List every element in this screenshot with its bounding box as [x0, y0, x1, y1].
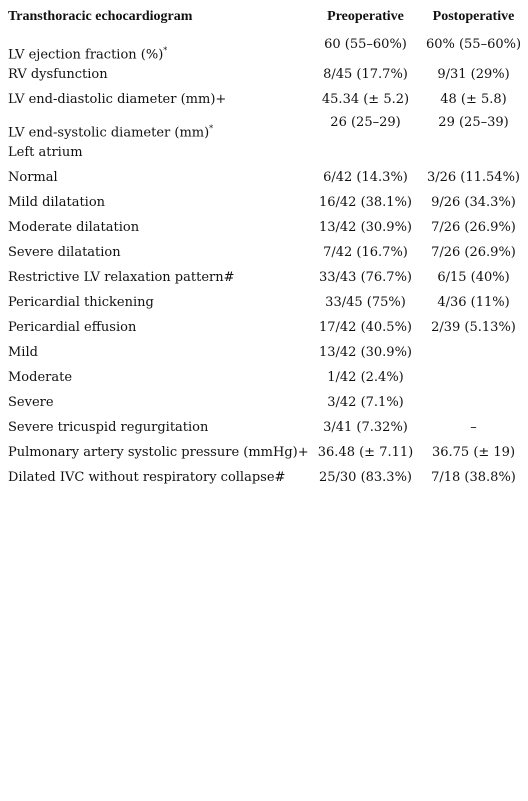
postoperative-value: 9/26 (34.3%): [431, 195, 516, 210]
row-label-text: Restrictive LV relaxation pattern#: [8, 270, 235, 285]
table-body: [0, 34, 528, 490]
preoperative-value: [312, 140, 419, 165]
preoperative-value: 6/42 (14.3%): [323, 170, 408, 185]
table-row: [0, 390, 528, 415]
row-label-text: Dilated IVC without respiratory collapse#: [8, 470, 286, 485]
footnote-marker: *: [209, 123, 214, 133]
row-label: [0, 165, 312, 190]
postoperative-value: 29 (25–39): [438, 115, 509, 130]
row-label-text: Pulmonary artery systolic pressure (mmHg)+: [8, 445, 309, 460]
table-row: [0, 265, 528, 290]
postoperative-value: [419, 340, 528, 365]
row-label: [0, 390, 312, 415]
preoperative-value: 16/42 (38.1%): [318, 195, 413, 210]
postoperative-value: 60% (55–60%): [425, 37, 522, 52]
postoperative-value: [419, 140, 528, 165]
preoperative-value: 26 (25–29): [330, 115, 401, 130]
table-row: [0, 415, 528, 440]
postoperative-value: 2/39 (5.13%): [431, 320, 516, 335]
row-label-text: Normal: [8, 170, 58, 185]
row-label: [0, 140, 312, 165]
row-label: [0, 87, 312, 112]
table-row: [0, 215, 528, 240]
table-row: [0, 34, 528, 62]
postoperative-value: –: [470, 420, 477, 435]
header-parameter: Transthoracic echocardiogram: [8, 9, 193, 24]
table-row: [0, 165, 528, 190]
row-label: [0, 215, 312, 240]
header-postoperative: Postoperative: [432, 9, 515, 24]
postoperative-value: 36.75 (± 19): [431, 445, 516, 460]
preoperative-value: 13/42 (30.9%): [318, 220, 413, 235]
preoperative-value: 3/41 (7.32%): [323, 420, 408, 435]
preoperative-value: 7/42 (16.7%): [323, 245, 408, 260]
row-label: [0, 62, 312, 87]
row-label: [0, 112, 312, 140]
footnote-marker: *: [163, 45, 168, 55]
preoperative-value: 3/42 (7.1%): [327, 395, 404, 410]
table-row: [0, 465, 528, 490]
preoperative-value: 17/42 (40.5%): [318, 320, 413, 335]
row-label: [0, 265, 312, 290]
row-label: [0, 190, 312, 215]
row-label-text: LV end-diastolic diameter (mm)+: [8, 92, 227, 107]
preoperative-value: 33/45 (75%): [325, 295, 406, 310]
row-label-text: LV end-systolic diameter (mm): [8, 125, 210, 140]
header-preoperative: Preoperative: [327, 9, 404, 24]
preoperative-value: 13/42 (30.9%): [318, 345, 413, 360]
table-row: [0, 340, 528, 365]
preoperative-value: 60 (55–60%): [324, 37, 407, 52]
row-label-text: Moderate: [8, 370, 73, 385]
row-label-text: Severe tricuspid regurgitation: [8, 420, 209, 435]
table-row: [0, 440, 528, 465]
row-label-text: Moderate dilatation: [8, 220, 140, 235]
row-label: [0, 365, 312, 390]
row-label: [0, 415, 312, 440]
header-row: [0, 0, 528, 34]
preoperative-value: 45.34 (± 5.2): [321, 92, 410, 107]
postoperative-value: 4/36 (11%): [437, 295, 510, 310]
postoperative-value: [419, 390, 528, 415]
table-row: [0, 62, 528, 87]
preoperative-value: 36.48 (± 7.11): [317, 445, 414, 460]
table-row: [0, 290, 528, 315]
table-row: [0, 365, 528, 390]
row-label-text: Severe: [8, 395, 54, 410]
row-label-text: LV ejection fraction (%): [8, 47, 164, 62]
postoperative-value: [419, 365, 528, 390]
table-row: [0, 240, 528, 265]
postoperative-value: 7/26 (26.9%): [431, 245, 516, 260]
postoperative-value: 6/15 (40%): [437, 270, 510, 285]
row-label: [0, 34, 312, 62]
postoperative-value: 7/26 (26.9%): [431, 220, 516, 235]
row-label-text: Severe dilatation: [8, 245, 121, 260]
preoperative-value: 33/43 (76.7%): [318, 270, 413, 285]
table-row: [0, 87, 528, 112]
row-label: [0, 315, 312, 340]
row-label: [0, 240, 312, 265]
table-row: [0, 315, 528, 340]
postoperative-value: 7/18 (38.8%): [431, 470, 516, 485]
row-label: [0, 340, 312, 365]
row-label-text: Pericardial effusion: [8, 320, 137, 335]
row-label: [0, 440, 312, 465]
table-row: [0, 140, 528, 165]
table-row: [0, 190, 528, 215]
preoperative-value: 8/45 (17.7%): [323, 67, 408, 82]
row-label-text: Left atrium: [8, 145, 83, 160]
preoperative-value: 1/42 (2.4%): [327, 370, 404, 385]
row-label-text: Mild: [8, 345, 38, 360]
postoperative-value: 9/31 (29%): [437, 67, 510, 82]
postoperative-value: 48 (± 5.8): [440, 92, 507, 107]
postoperative-value: 3/26 (11.54%): [426, 170, 521, 185]
row-label-text: Mild dilatation: [8, 195, 106, 210]
row-label: [0, 290, 312, 315]
table-row: [0, 112, 528, 140]
preoperative-value: 25/30 (83.3%): [318, 470, 413, 485]
row-label-text: RV dysfunction: [8, 67, 108, 82]
row-label: [0, 465, 312, 490]
row-label-text: Pericardial thickening: [8, 295, 154, 310]
